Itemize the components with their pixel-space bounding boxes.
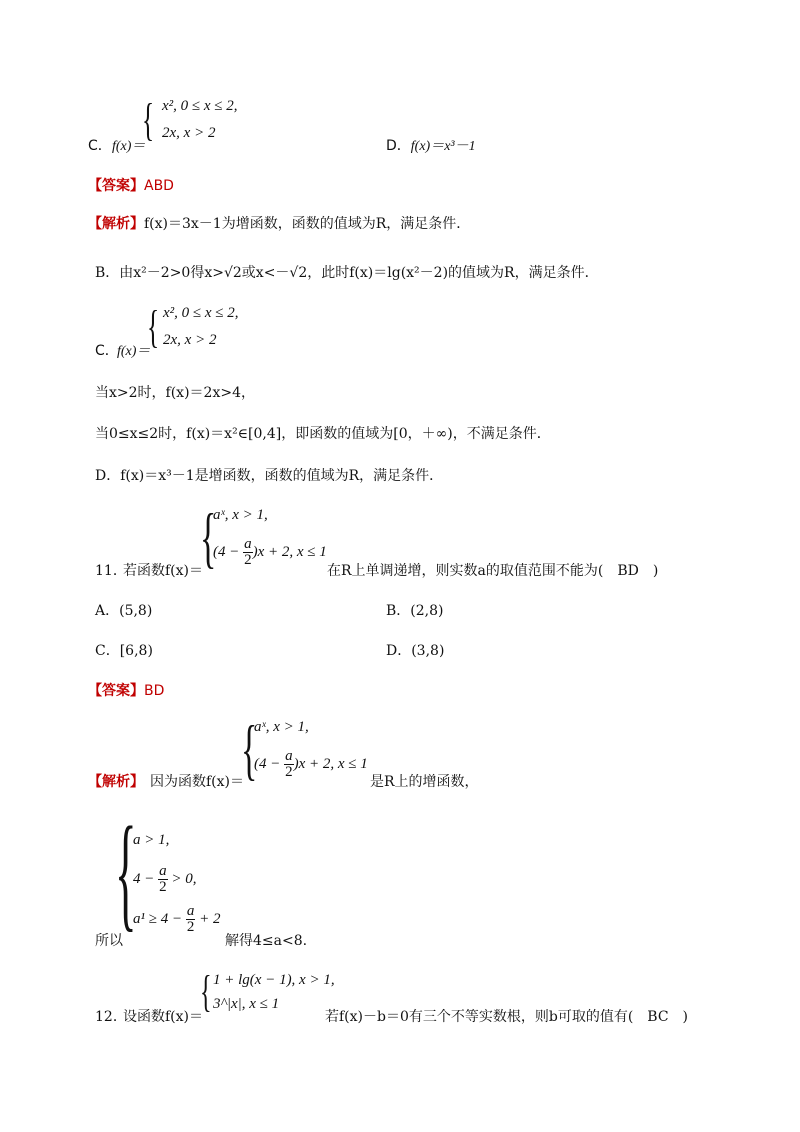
analysis-2-case2-post: )x + 2, x ≤ 1 — [293, 755, 368, 772]
analysis-1-c-case1: x², 0 ≤ x ≤ 2, — [163, 305, 239, 321]
analysis-1-c-fx: f(x)＝ — [117, 344, 151, 359]
analysis-2-frac-den: 2 — [285, 764, 293, 780]
q11-number: 11． — [95, 563, 127, 579]
analysis-2-pre: 因为函数f(x)＝ — [150, 774, 245, 790]
q11-option-a: A．(5,8) — [95, 603, 153, 619]
analysis-2-sys2-pre: 4 − — [133, 870, 155, 887]
answer-1-value: ABD — [144, 178, 174, 194]
analysis-2-frac — [284, 749, 294, 780]
analysis-2-sys2-frac-num: a — [159, 863, 167, 879]
analysis-2-sys2 — [133, 864, 197, 895]
q12-brace: { — [200, 967, 212, 1016]
analysis-2-sys3 — [133, 904, 220, 935]
q10-optc-case2: 2x, x > 2 — [162, 125, 216, 141]
q12-number: 12． — [95, 1009, 127, 1025]
analysis-1-option-c — [95, 302, 355, 362]
q10-optc-fx: f(x)＝ — [112, 139, 146, 154]
analysis-2-sys3-pre: a¹ ≥ 4 − — [133, 910, 183, 927]
analysis-2-brace: { — [241, 711, 258, 787]
q12-case1: 1 + lg(x − 1), x > 1, — [213, 972, 335, 988]
answer-1 — [88, 175, 174, 195]
analysis-1-line-d: D．f(x)＝x³－1是增函数，函数的值域为R，满足条件． — [95, 468, 444, 484]
answer-2-value: BD — [144, 683, 165, 699]
q11-frac-num: a — [244, 536, 252, 552]
q10-option-c — [88, 95, 368, 155]
q11-brace: { — [200, 499, 217, 575]
analysis-2-frac-num: a — [285, 748, 293, 764]
analysis-1-line-range: 当0≤x≤2时，f(x)＝x²∈[0,4]，即函数的值域为[0，＋∞)，不满足条件． — [95, 426, 551, 442]
analysis-1-c-label: C． — [95, 343, 119, 359]
q11-case1: aˣ, x > 1, — [213, 507, 268, 523]
analysis-1-line-a — [88, 213, 470, 233]
q12-stem-post: 若f(x)－b＝0有三个不等实数根，则b可取的值有( BC ) — [325, 1009, 689, 1025]
analysis-2-sys-brace: { — [115, 801, 137, 943]
question-11 — [95, 499, 715, 583]
analysis-1-c-brace: { — [147, 301, 160, 352]
q12-case2: 3^|x|, x ≤ 1 — [213, 996, 280, 1012]
analysis-2-case2 — [254, 749, 368, 780]
analysis-1-line-a-text: f(x)＝3x－1为增函数，函数的值域为R，满足条件． — [144, 216, 471, 232]
analysis-2-sys3-frac-num: a — [186, 903, 195, 919]
analysis-2-case1: aˣ, x > 1, — [254, 719, 309, 735]
answer-2-tag: 【答案】 — [88, 683, 144, 699]
analysis-2-sys3-frac-den: 2 — [186, 919, 195, 935]
q11-option-c: C．[6,8) — [95, 643, 153, 659]
q10-optc-brace: { — [142, 94, 155, 145]
q10-optd-label: D． — [386, 138, 411, 154]
q11-frac — [243, 537, 253, 568]
analysis-1-tag: 【解析】 — [88, 216, 144, 232]
q11-frac-den: 2 — [244, 552, 252, 568]
q11-option-b: B．(2,8) — [386, 603, 444, 619]
analysis-2-post: 是R上的增函数， — [370, 774, 479, 790]
analysis-2-sys2-frac — [158, 864, 168, 895]
analysis-2-sys1: a > 1, — [133, 832, 170, 848]
q10-optc-case1: x², 0 ≤ x ≤ 2, — [162, 98, 238, 114]
analysis-1-line-b: B．由x²－2>0得x>√2或x<－√2，此时f(x)＝lg(x²－2)的值域为R，满足条件． — [95, 265, 599, 281]
q11-option-d: D．(3,8) — [386, 643, 445, 659]
q10-optd-text: f(x)＝x³－1 — [410, 139, 476, 154]
answer-1-tag: 【答案】 — [88, 178, 144, 194]
q11-stem-post: 在R上单调递增，则实数a的取值范围不能为( BD ) — [327, 563, 659, 579]
analysis-2-sys3-frac — [186, 904, 196, 935]
analysis-2-so: 所以 — [95, 933, 123, 949]
q10-option-d — [386, 135, 476, 155]
q12-stem-pre: 设函数f(x)＝ — [123, 1009, 204, 1025]
analysis-1-line-gt2: 当x>2时，f(x)＝2x>4， — [95, 385, 255, 401]
q11-stem-pre: 若函数f(x)＝ — [123, 563, 204, 579]
analysis-2-sys2-frac-den: 2 — [159, 879, 167, 895]
answer-2 — [88, 680, 164, 700]
analysis-2-solve: 解得4≤a<8. — [225, 933, 308, 949]
q11-case2-pre: (4 − — [213, 543, 240, 560]
q10-optc-label: C． — [88, 138, 112, 154]
analysis-2-system — [95, 801, 495, 949]
analysis-2-sys3-post: + 2 — [199, 910, 221, 927]
analysis-2-tag: 【解析】 — [88, 774, 144, 790]
analysis-1-c-case2: 2x, x > 2 — [163, 332, 217, 348]
q11-case2 — [213, 537, 327, 568]
q11-case2-post: )x + 2, x ≤ 1 — [252, 543, 327, 560]
analysis-2-case2-pre: (4 − — [254, 755, 281, 772]
analysis-2-head — [88, 711, 708, 795]
analysis-2-sys2-post: > 0, — [171, 870, 197, 887]
question-12 — [95, 967, 715, 1030]
